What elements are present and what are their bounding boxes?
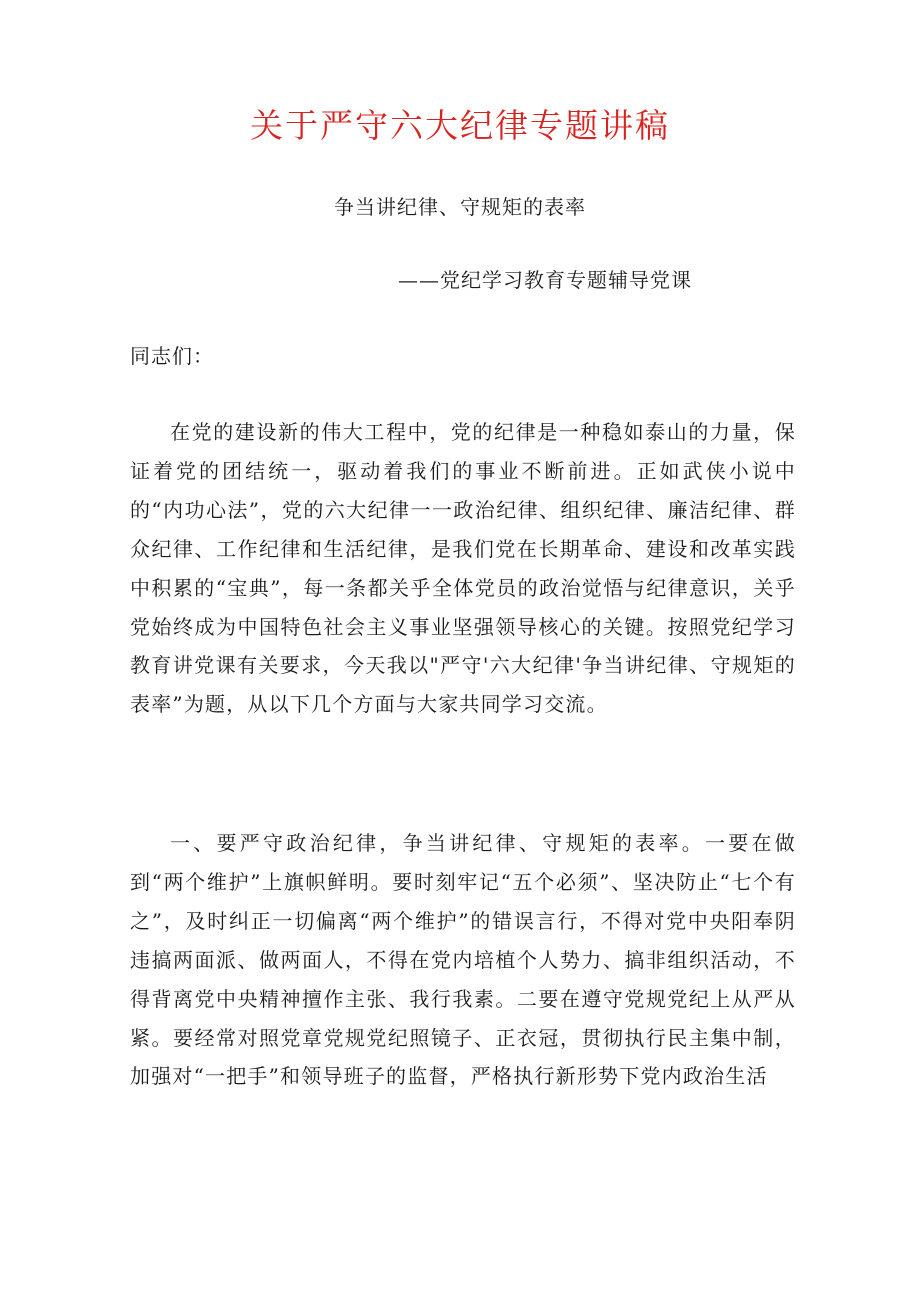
document-subtitle: 争当讲纪律、守规矩的表率 bbox=[334, 195, 586, 219]
body-paragraph-political-discipline: 一、要严守政治纪律，争当讲纪律、守规矩的表率。一要在做到“两个维护”上旗帜鲜明。要时刻牢记“五个必须”、坚决防止“七个有之”，及时纠正一切偏离“两个维护”的错误言行，不得对党中央阳奉阴违搞两面派、做两面人，不得在党内培植个人势力、搞非组织活动，不得背离党中央精神擅作主张、我行我素。二要在遵守党规党纪上从严从紧。要经常对照党章党规党纪照镜子、正衣冠，贯彻执行民主集中制，加强对“一把手”和领导班子的监督，严格执行新形势下党内政治生活 bbox=[130, 831, 796, 1089]
document-title: 关于严守六大纪律专题讲稿 bbox=[250, 106, 670, 145]
salutation: 同志们： bbox=[130, 344, 214, 368]
document-byline: ——党纪学习教育专题辅导党课 bbox=[398, 268, 692, 292]
body-paragraph-intro: 在党的建设新的伟大工程中，党的纪律是一种稳如泰山的力量，保证着党的团结统一，驱动着我们的事业不断前进。正如武侠小说中的“内功心法”，党的六大纪律一一政治纪律、组织纪律、廉洁纪律、群众纪律、工作纪律和生活纪律，是我们党在长期革命、建设和改革实践中积累的“宝典”，每一条都关乎全体党员的政治觉悟与纪律意识，关乎党始终成为中国特色社会主义事业坚强领导核心的关键。按照党纪学习教育讲党课有关要求，今天我以"严守'六大纪律'争当讲纪律、守规矩的表率”为题，从以下几个方面与大家共同学习交流。 bbox=[130, 420, 796, 717]
